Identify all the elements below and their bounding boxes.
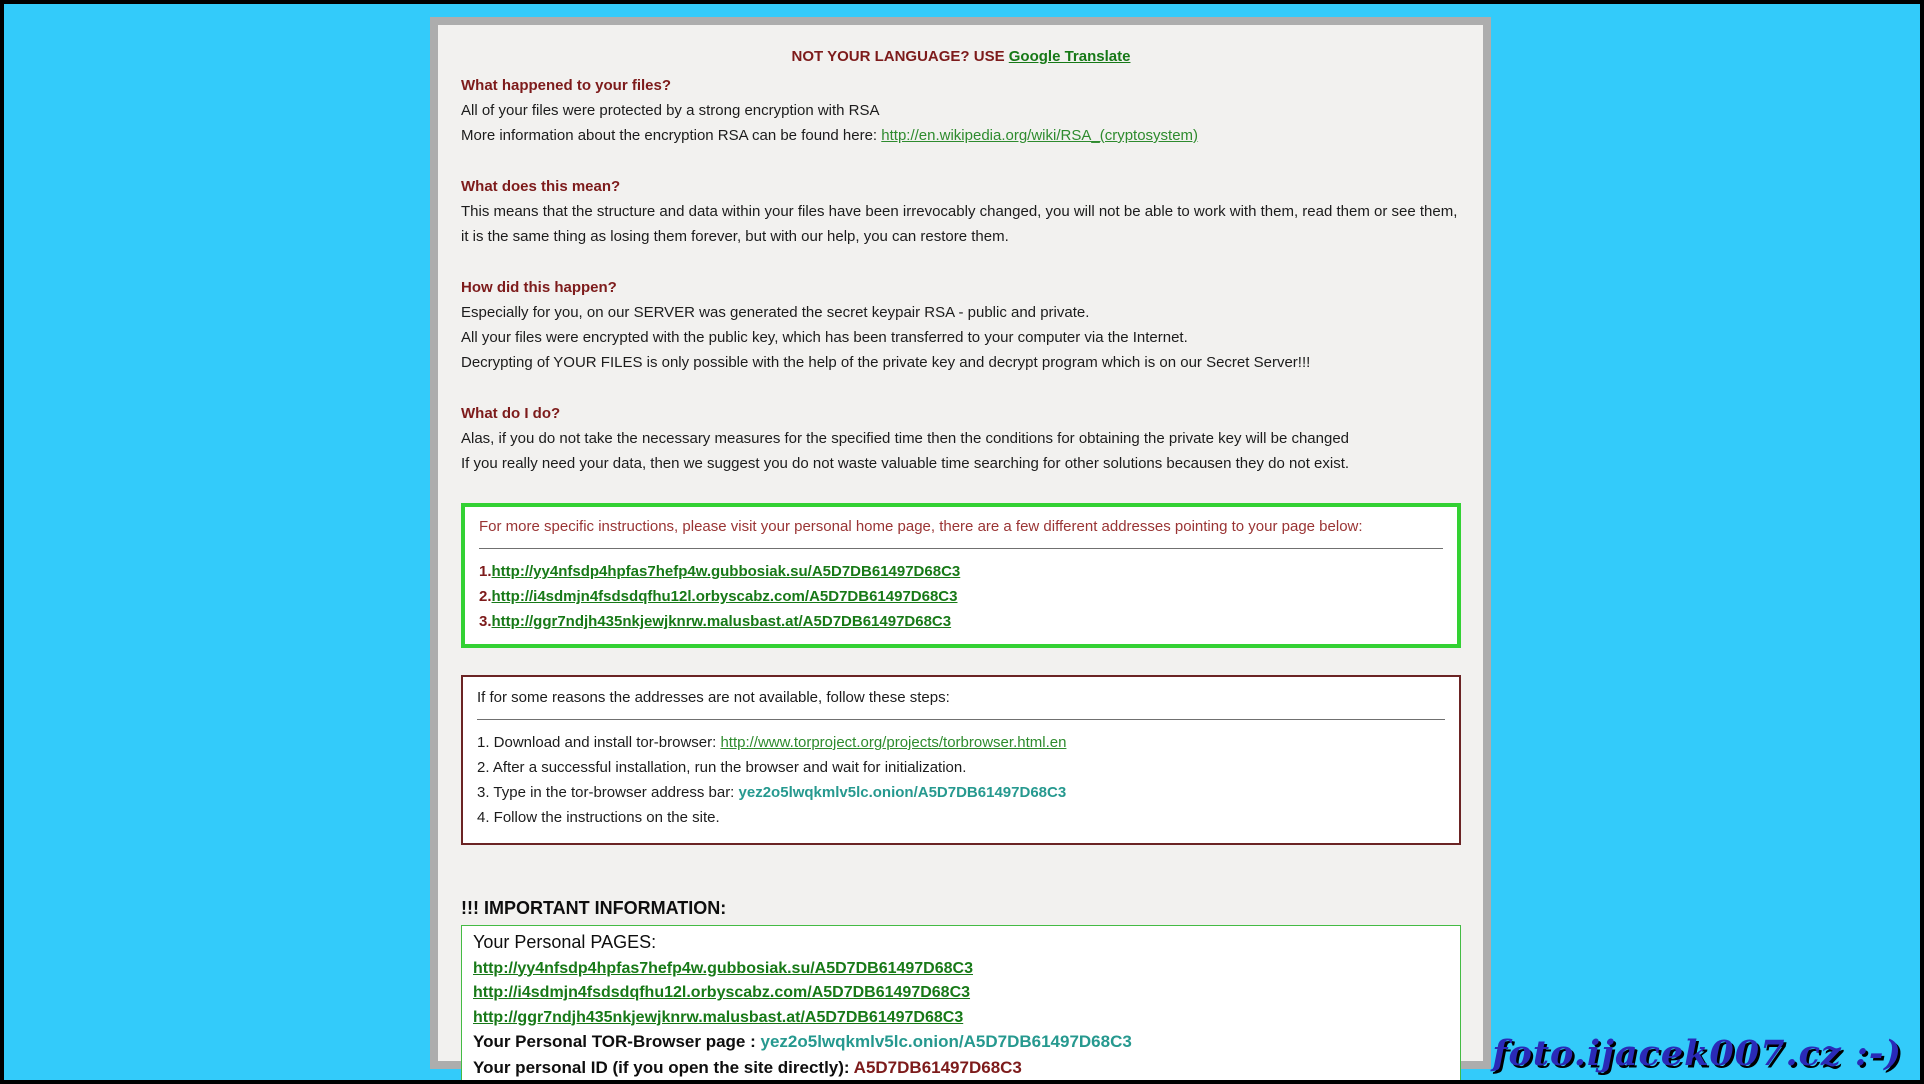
section-line: Alas, if you do not take the necessary measures for the specified time then the conditions for obtaining the private key will be changed: [461, 430, 1350, 447]
personal-page-link-3[interactable]: http://ggr7ndjh435nkjewjknrw.malusbast.at/A5D7DB61497D68C3: [491, 613, 952, 630]
tor-step-2: 2. After a successful installation, run the browser and wait for initialization.: [477, 759, 967, 776]
personal-id-value: A5D7DB61497D68C3: [853, 1057, 1022, 1077]
tor-step-1-text: 1. Download and install tor-browser:: [477, 734, 721, 751]
section-line: Decrypting of YOUR FILES is only possible with the help of the private key and decrypt program which is on our Secret Server!!!: [461, 354, 1311, 371]
personal-pages-label: Your Personal PAGES:: [473, 932, 657, 952]
language-banner: [461, 44, 1461, 69]
section-heading: What happened to your files?: [461, 77, 672, 94]
address-number: 3.: [479, 613, 492, 630]
section-how-did-this-happen: [461, 275, 1461, 375]
address-item: [479, 559, 1443, 584]
wikipedia-rsa-link[interactable]: http://en.wikipedia.org/wiki/RSA_(cryptosystem): [881, 127, 1199, 144]
section-heading: What does this mean?: [461, 178, 621, 195]
section-body: This means that the structure and data within your files have been irrevocably changed, you will not be able to work with them, read them or see them, it is the same thing as losing them forever, but with our help, you can restore them.: [461, 203, 1458, 245]
tor-intro: If for some reasons the addresses are not available, follow these steps:: [477, 689, 950, 706]
tor-browser-page-label: Your Personal TOR-Browser page :: [473, 1032, 761, 1051]
personal-page-link-1[interactable]: http://yy4nfsdp4hpfas7hefp4w.gubbosiak.su/A5D7DB61497D68C3: [491, 563, 961, 580]
important-information-heading: !!! IMPORTANT INFORMATION:: [461, 898, 727, 918]
address-number: 1.: [479, 563, 492, 580]
section-line: If you really need your data, then we suggest you do not waste valuable time searching for other solutions becausen they do not exist.: [461, 455, 1350, 472]
section-line: All your files were encrypted with the public key, which has been transferred to your computer via the Internet.: [461, 329, 1188, 346]
section-what-happened: [461, 73, 1461, 148]
address-number: 2.: [479, 588, 492, 605]
personal-id-row: [473, 1056, 1450, 1082]
tor-step-1: [477, 730, 1445, 755]
personal-page-link-1[interactable]: http://yy4nfsdp4hpfas7hefp4w.gubbosiak.su/A5D7DB61497D68C3: [473, 959, 973, 977]
onion-address: yez2o5lwqkmlv5lc.onion/A5D7DB61497D68C3: [738, 784, 1067, 801]
personal-page-link-2[interactable]: http://i4sdmjn4fsdsdqfhu12l.orbyscabz.com/A5D7DB61497D68C3: [473, 984, 971, 1001]
section-line: [461, 123, 1461, 148]
rsa-info-text: More information about the encryption RSA can be found here:: [461, 127, 882, 144]
personal-page-addresses-box: [461, 503, 1461, 648]
section-line: Especially for you, on our SERVER was generated the secret keypair RSA - public and private.: [461, 304, 1090, 321]
section-heading: What do I do?: [461, 405, 561, 422]
divider: [477, 719, 1445, 720]
tor-instructions-box: [461, 675, 1461, 845]
tor-step-4: 4. Follow the instructions on the site.: [477, 809, 720, 826]
personal-page-link-2[interactable]: http://i4sdmjn4fsdsdqfhu12l.orbyscabz.com/A5D7DB61497D68C3: [491, 588, 958, 605]
torproject-link[interactable]: http://www.torproject.org/projects/torbrowser.html.en: [720, 734, 1067, 751]
address-item: [479, 609, 1443, 634]
section-what-does-this-mean: [461, 174, 1461, 249]
addresses-intro: For more specific instructions, please visit your personal home page, there are a few different addresses pointing to your page below:: [479, 518, 1363, 535]
section-heading: How did this happen?: [461, 279, 617, 296]
tor-browser-page-row: [473, 1030, 1450, 1056]
tor-step-3: [477, 780, 1445, 805]
divider: [479, 548, 1443, 549]
tor-step-3-text: 3. Type in the tor-browser address bar:: [477, 784, 739, 801]
personal-id-label: Your personal ID (if you open the site directly):: [473, 1057, 854, 1077]
section-what-do-i-do: [461, 401, 1461, 476]
section-line: All of your files were protected by a strong encryption with RSA: [461, 102, 880, 119]
ransom-note-panel: [430, 17, 1491, 1077]
photo-watermark: foto.ijacek007.cz :-): [1492, 1033, 1902, 1074]
google-translate-link[interactable]: Google Translate: [1008, 48, 1131, 65]
tor-browser-onion-address: yez2o5lwqkmlv5lc.onion/A5D7DB61497D68C3: [760, 1032, 1132, 1051]
personal-info-box: [461, 925, 1461, 1084]
address-item: [479, 584, 1443, 609]
banner-text: NOT YOUR LANGUAGE? USE: [791, 48, 1009, 65]
personal-page-link-3[interactable]: http://ggr7ndjh435nkjewjknrw.malusbast.at/A5D7DB61497D68C3: [473, 1008, 964, 1026]
